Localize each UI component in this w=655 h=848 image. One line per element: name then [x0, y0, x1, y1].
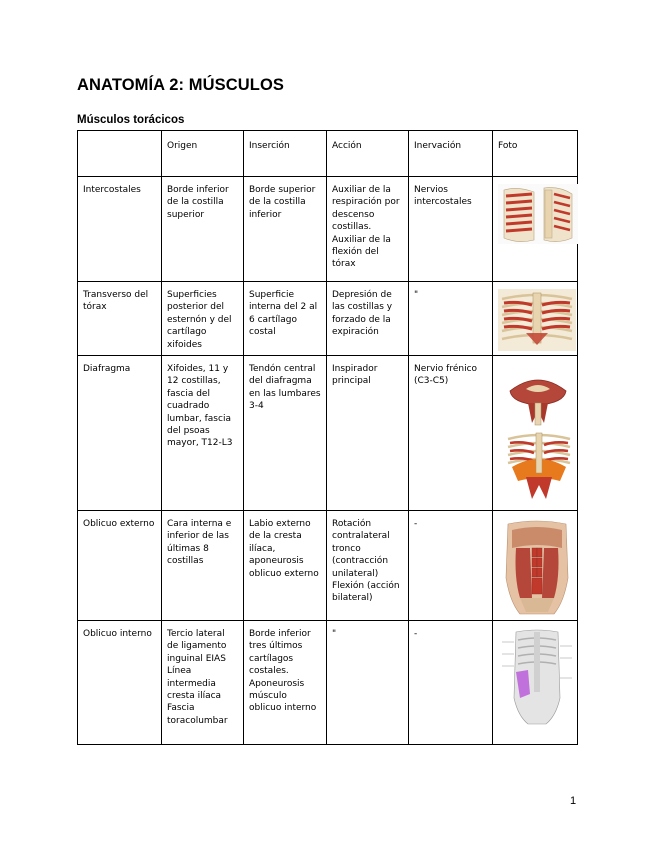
diaphragm-images	[498, 363, 572, 503]
section-title: Músculos torácicos	[77, 114, 185, 126]
table-row	[78, 282, 578, 356]
muscle-name-cell: Oblicuo externo	[78, 511, 162, 621]
photo-cell	[493, 356, 578, 511]
header-cell-insercion: Inserción	[244, 131, 327, 177]
table-row	[78, 177, 578, 282]
action-cell: "	[327, 621, 409, 745]
document-title: ANATOMÍA 2: MÚSCULOS	[77, 76, 285, 94]
action-cell: Inspirador principal	[327, 356, 409, 511]
origin-cell: Tercio lateral de ligamento inguinal EIAS Línea intermedia cresta ilíaca Fascia toracolumbar	[162, 621, 244, 745]
page-number: 1	[570, 795, 577, 807]
innervation-cell: -	[409, 511, 493, 621]
action-cell: Rotación contralateral tronco (contracción unilateral) Flexión (acción bilateral)	[327, 511, 409, 621]
origin-cell: Borde inferior de la costilla superior	[162, 177, 244, 282]
innervation-cell: -	[409, 621, 493, 745]
transverse-thoracic-image	[498, 289, 572, 351]
action-cell: Auxiliar de la respiración por descenso costillas. Auxiliar de la flexión del tórax	[327, 177, 409, 282]
table-row	[78, 356, 578, 511]
photo-cell	[493, 177, 578, 282]
intercostal-ribcage-image	[498, 184, 572, 244]
table-row	[78, 511, 578, 621]
innervation-cell: Nervios intercostales	[409, 177, 493, 282]
muscle-name-cell: Diafragma	[78, 356, 162, 511]
photo-cell	[493, 282, 578, 356]
photo-cell	[493, 511, 578, 621]
innervation-cell: "	[409, 282, 493, 356]
photo-cell	[493, 621, 578, 745]
table-header-row	[78, 131, 578, 177]
header-cell-accion: Acción	[327, 131, 409, 177]
action-cell: Depresión de las costillas y forzado de la expiración	[327, 282, 409, 356]
insertion-cell: Tendón central del diafragma en las lumbares 3-4	[244, 356, 327, 511]
insertion-cell: Borde superior de la costilla inferior	[244, 177, 327, 282]
internal-oblique-image	[498, 628, 572, 726]
muscle-name-cell: Transverso del tórax	[78, 282, 162, 356]
muscle-name-cell: Oblicuo interno	[78, 621, 162, 745]
diaphragm-ribcage-view	[506, 431, 572, 501]
insertion-cell: Superficie interna del 2 al 6 cartílago costal	[244, 282, 327, 356]
ribcage-right	[544, 188, 572, 242]
origin-cell: Cara interna e inferior de las últimas 8 costillas	[162, 511, 244, 621]
header-cell-inervacion: Inervación	[409, 131, 493, 177]
header-cell-origen: Origen	[162, 131, 244, 177]
diaphragm-top-view	[508, 367, 568, 427]
header-cell-empty	[78, 131, 162, 177]
muscle-table	[77, 130, 578, 745]
external-oblique-image	[498, 518, 572, 616]
innervation-cell: Nervio frénico (C3-C5)	[409, 356, 493, 511]
origin-cell: Superficies posterior del esternón y del cartílago xifoides	[162, 282, 244, 356]
origin-cell: Xifoides, 11 y 12 costillas, fascia del cuadrado lumbar, fascia del psoas mayor, T12-L3	[162, 356, 244, 511]
insertion-cell: Labio externo de la cresta ilíaca, aponeurosis oblicuo externo	[244, 511, 327, 621]
insertion-cell: Borde inferior tres últimos cartílagos costales. Aponeurosis músculo oblicuo interno	[244, 621, 327, 745]
table-row	[78, 621, 578, 745]
muscle-name-cell: Intercostales	[78, 177, 162, 282]
ribcage-left	[504, 188, 534, 241]
header-cell-foto: Foto	[493, 131, 578, 177]
